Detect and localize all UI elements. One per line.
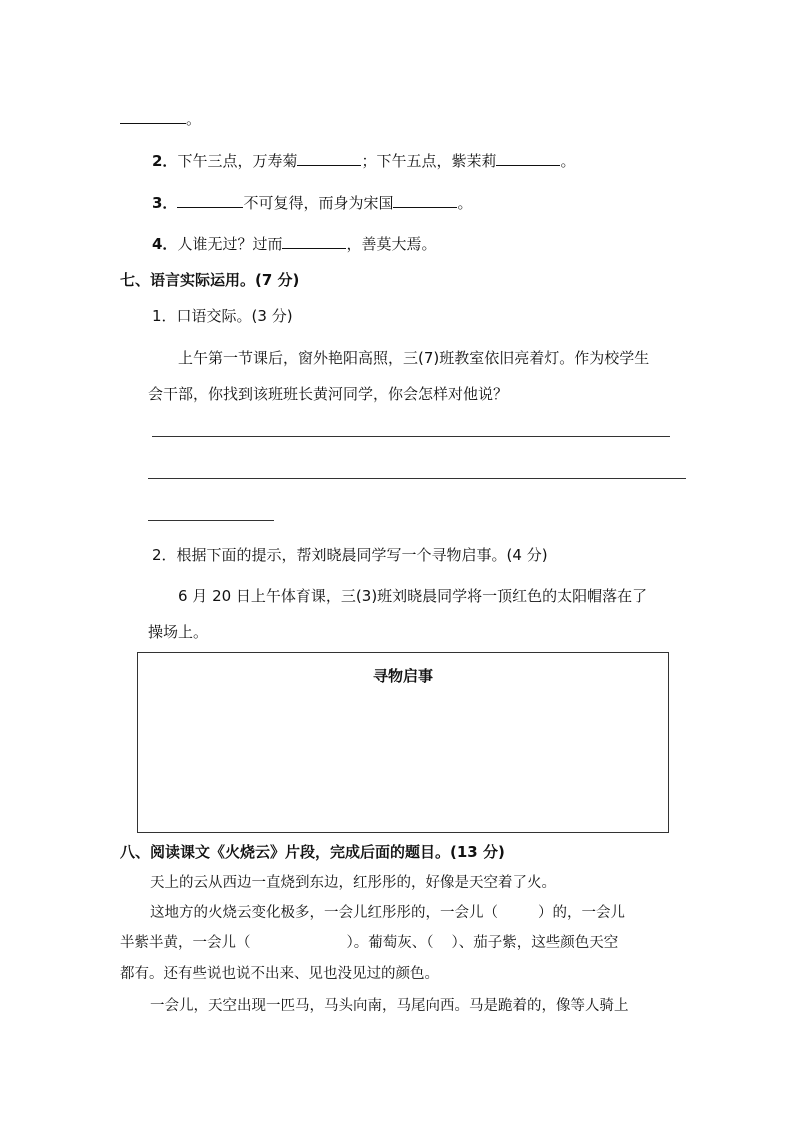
answer-blank[interactable] xyxy=(282,233,346,249)
q6-item-2: 2．下午三点，万寿菊 ；下午五点，紫茉莉 。 xyxy=(152,152,576,170)
q6-item-3: 3． 不可复得，而身为宋国 。 xyxy=(152,194,473,212)
answer-line-1[interactable] xyxy=(152,436,670,437)
q7-sub2-label: 2．根据下面的提示，帮刘晓晨同学写一个寻物启事。(4 分) xyxy=(152,546,548,564)
answer-blank[interactable] xyxy=(120,108,186,124)
answer-line-2[interactable] xyxy=(148,478,686,479)
answer-blank[interactable] xyxy=(393,192,457,208)
answer-blank[interactable] xyxy=(177,192,243,208)
q7-sub1-label: 1．口语交际。(3 分) xyxy=(152,307,293,325)
passage-p3-line1: 一会儿，天空出现一匹马，马头向南，马尾向西。马是跪着的，像等人骑上 xyxy=(150,998,629,1014)
notice-box-title: 寻物启事 xyxy=(372,667,433,685)
passage-p2-line2: 半紫半黄，一会儿（ ）。葡萄灰、（ ）、茄子紫，这些颜色天空 xyxy=(120,935,619,951)
q6-item-4: 4．人谁无过？过而 ，善莫大焉。 xyxy=(152,235,437,253)
section-7-heading: 七、语言实际运用。(7 分) xyxy=(120,271,300,289)
q7-sub1-para-2: 会干部，你找到该班班长黄河同学，你会怎样对他说？ xyxy=(148,385,509,403)
passage-p1: 天上的云从西边一直烧到东边，红彤彤的，好像是天空着了火。 xyxy=(150,875,556,891)
q6-line1: 。 xyxy=(120,108,201,129)
answer-blank[interactable] xyxy=(297,150,361,166)
notice-writing-box[interactable] xyxy=(137,652,669,833)
q7-sub1-para-1: 上午第一节课后，窗外艳阳高照，三(7)班教室依旧亮着灯。作为校学生 xyxy=(178,349,650,367)
passage-p2-line1: 这地方的火烧云变化极多，一会儿红彤彤的，一会儿（ ）的，一会儿 xyxy=(150,905,625,921)
section-8-heading: 八、阅读课文《火烧云》片段，完成后面的题目。(13 分) xyxy=(120,843,505,861)
passage-p2-line3: 都有。还有些说也说不出来、见也没见过的颜色。 xyxy=(120,966,439,982)
answer-blank[interactable] xyxy=(496,150,560,166)
q7-sub2-para-1: 6 月 20 日上午体育课，三(3)班刘晓晨同学将一顶红色的太阳帽落在了 xyxy=(178,587,648,605)
q7-sub2-para-2: 操场上。 xyxy=(148,623,209,641)
answer-line-3[interactable] xyxy=(148,520,274,521)
